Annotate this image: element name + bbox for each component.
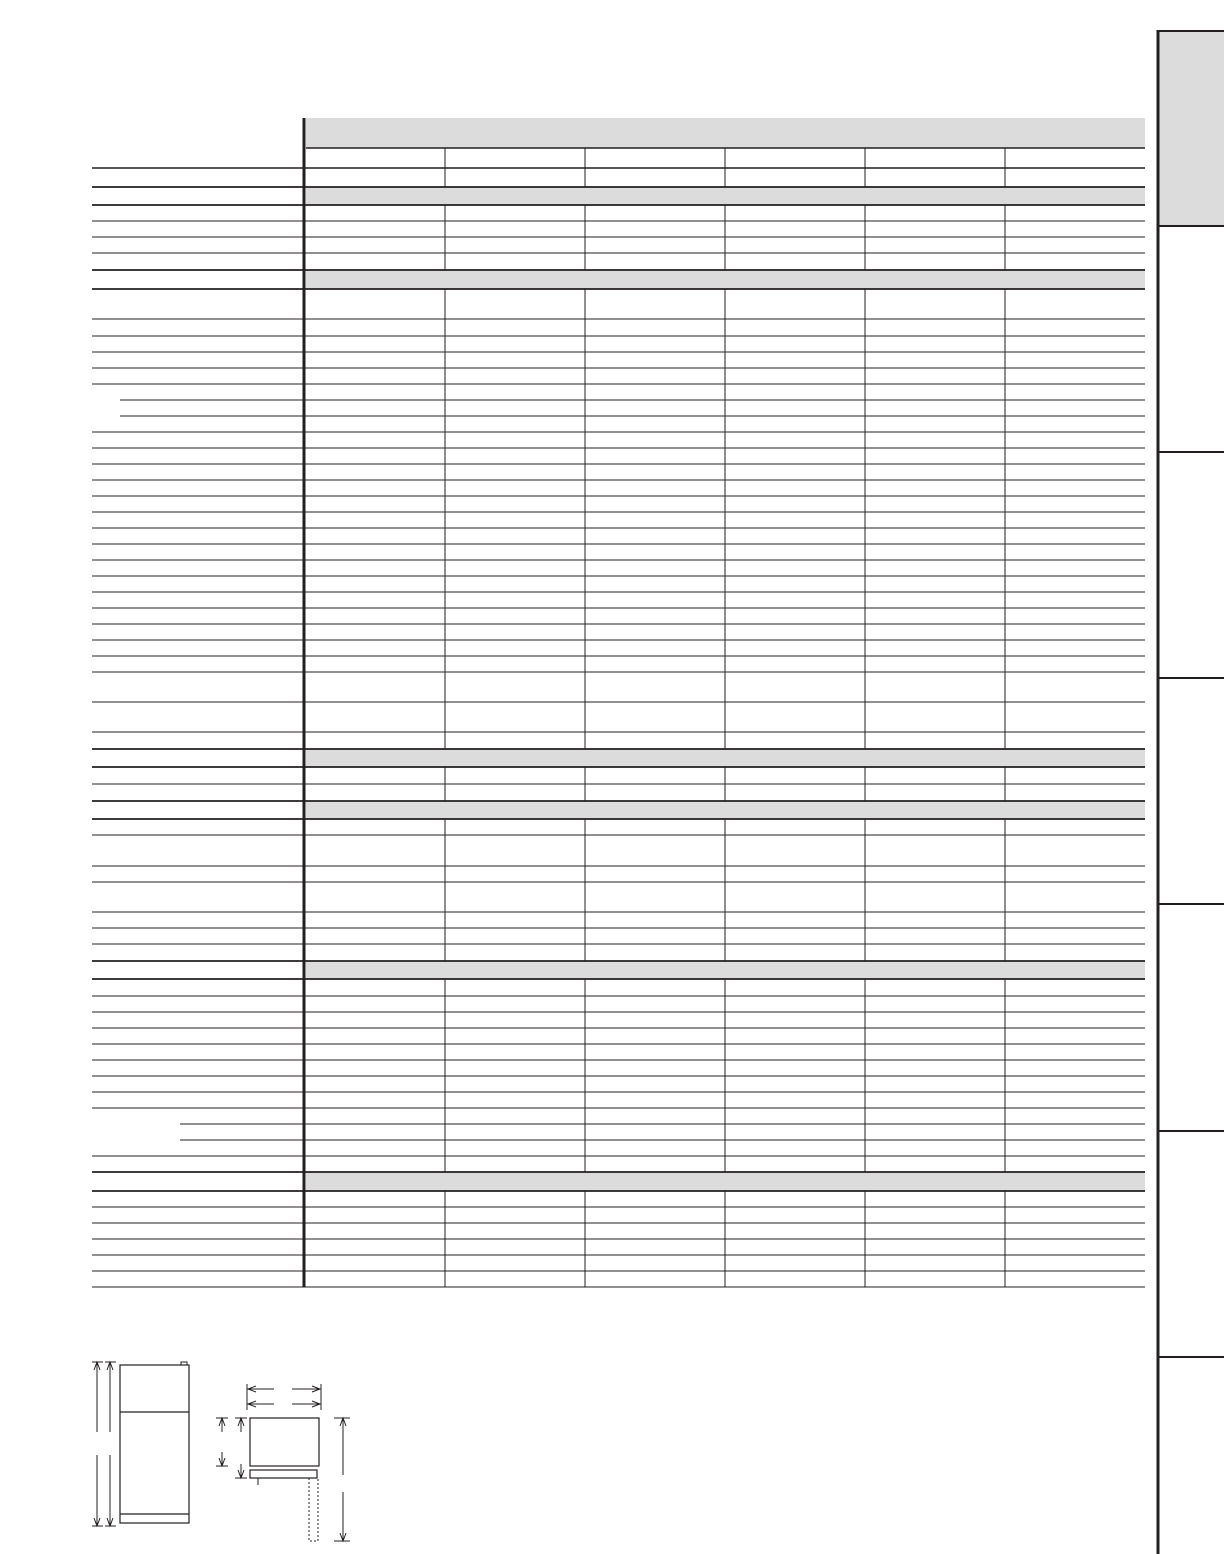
refrigerator-depth-width-diagram bbox=[216, 1384, 350, 1541]
section-band-5 bbox=[306, 961, 1145, 979]
side-tab-1 bbox=[1159, 32, 1224, 226]
section-band-3 bbox=[306, 749, 1145, 767]
section-band-2 bbox=[306, 270, 1145, 289]
spec-table bbox=[92, 118, 1145, 1287]
door-top-outline bbox=[250, 1470, 317, 1478]
hinge-cap bbox=[181, 1362, 187, 1365]
table-header-band bbox=[306, 118, 1145, 148]
section-band-4 bbox=[306, 801, 1145, 819]
refrigerator-height-diagram bbox=[92, 1362, 189, 1526]
cabinet-top-outline bbox=[250, 1418, 319, 1466]
side-tab-strip bbox=[1158, 30, 1224, 1554]
section-band-6 bbox=[306, 1172, 1145, 1191]
section-band-1 bbox=[306, 187, 1145, 205]
refrigerator-body bbox=[120, 1365, 189, 1523]
door-swing-dashed bbox=[309, 1478, 318, 1541]
